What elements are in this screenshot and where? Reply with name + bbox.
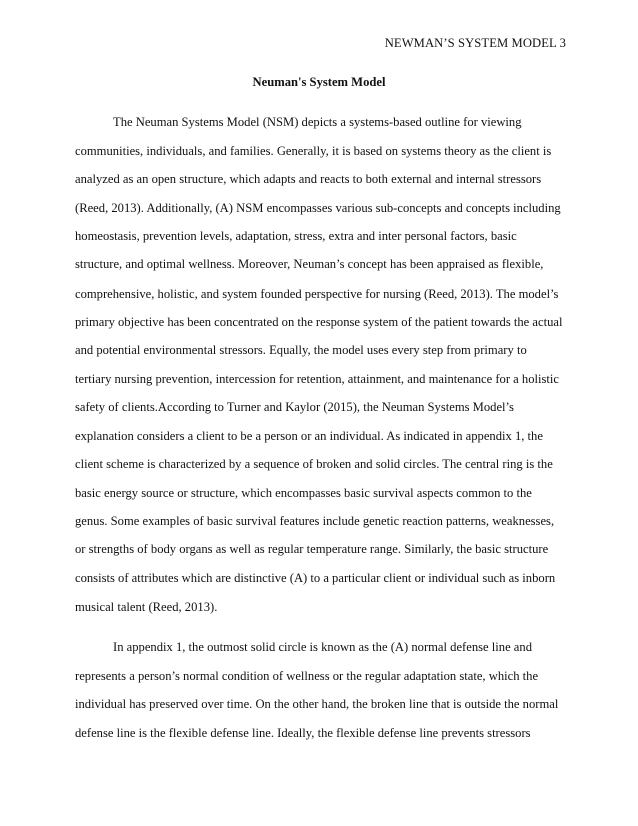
text-line: consists of attributes which are distinctive (A) to a particular client or individual such as inborn bbox=[75, 571, 556, 585]
text-line: In appendix 1, the outmost solid circle is known as the (A) normal defense line and bbox=[113, 640, 532, 654]
text-line: communities, individuals, and families. Generally, it is based on systems theory as the client is bbox=[75, 144, 552, 158]
text-line: comprehensive, holistic, and system founded perspective for nursing (Reed, 2013). The model’s bbox=[75, 287, 559, 301]
text-line: or strengths of body organs as well as regular temperature range. Similarly, the basic structure bbox=[75, 542, 549, 556]
text-line: primary objective has been concentrated on the response system of the patient towards the actual bbox=[75, 315, 563, 329]
text-line: represents a person’s normal condition of wellness or the regular adaptation state, which the bbox=[75, 669, 539, 683]
text-line: structure, and optimal wellness. Moreover, Neuman’s concept has been appraised as flexible, bbox=[75, 257, 544, 271]
text-line: musical talent (Reed, 2013). bbox=[75, 600, 218, 614]
text-line: (Reed, 2013). Additionally, (A) NSM encompasses various sub-concepts and concepts including bbox=[75, 201, 561, 215]
text-line: basic energy source or structure, which encompasses basic survival aspects common to the bbox=[75, 486, 532, 500]
text-line: explanation considers a client to be a person or an individual. As indicated in appendix 1, the bbox=[75, 429, 543, 443]
text-line: individual has preserved over time. On the other hand, the broken line that is outside the normal bbox=[75, 697, 559, 711]
text-line: homeostasis, prevention levels, adaptation, stress, extra and inter personal factors, basic bbox=[75, 229, 517, 243]
text-line: safety of clients.According to Turner and Kaylor (2015), the Neuman Systems Model’s bbox=[75, 400, 514, 414]
text-line: tertiary nursing prevention, intercession for retention, attainment, and maintenance for a holistic bbox=[75, 372, 559, 386]
text-line: client scheme is characterized by a sequence of broken and solid circles. The central ring is the bbox=[75, 457, 553, 471]
text-line: analyzed as an open structure, which adapts and reacts to both external and internal stressors bbox=[75, 172, 542, 186]
document-title: Neuman's System Model bbox=[252, 75, 386, 89]
text-line: defense line is the flexible defense line. Ideally, the flexible defense line prevents stressors bbox=[75, 726, 531, 740]
text-line: genus. Some examples of basic survival features include genetic reaction patterns, weaknesses, bbox=[75, 514, 555, 528]
running-head: NEWMAN’S SYSTEM MODEL 3 bbox=[384, 36, 566, 50]
text-line: and potential environmental stressors. Equally, the model uses every step from primary to bbox=[75, 343, 527, 357]
text-line: The Neuman Systems Model (NSM) depicts a systems-based outline for viewing bbox=[113, 115, 522, 129]
